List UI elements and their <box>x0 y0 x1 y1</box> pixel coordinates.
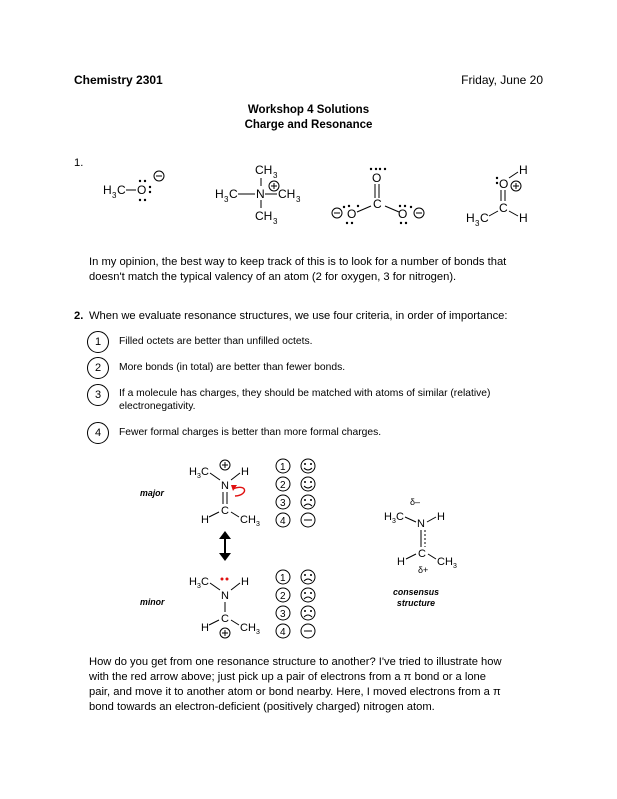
q1-structures <box>95 158 555 228</box>
score-number: 1 <box>280 462 286 473</box>
criterion-number: 1 <box>87 331 109 353</box>
consensus-label-2: structure <box>396 598 436 608</box>
q1-number: 1. <box>74 157 84 169</box>
svg-text:3: 3 <box>453 563 457 570</box>
svg-text:O: O <box>499 177 509 191</box>
svg-text:H: H <box>519 211 528 225</box>
date: Friday, June 20 <box>461 73 543 87</box>
svg-text:H: H <box>189 466 197 478</box>
svg-text:H: H <box>241 576 249 588</box>
score-number: 2 <box>280 591 286 602</box>
score-number: 1 <box>280 573 286 584</box>
svg-text:C: C <box>229 187 238 201</box>
svg-text:H: H <box>215 187 224 201</box>
criterion-text: Filled octets are better than unfilled octets. <box>119 336 313 347</box>
svg-text:O: O <box>137 183 147 197</box>
svg-text:O: O <box>398 207 408 221</box>
svg-text:C: C <box>373 197 382 211</box>
consensus-structure <box>380 495 460 575</box>
svg-text:3: 3 <box>197 583 201 590</box>
svg-text:3: 3 <box>224 195 229 204</box>
q1-explanation-line2: doesn't match the typical valency of an atom (2 for oxygen, 3 for nitrogen). <box>89 271 457 283</box>
svg-text:N: N <box>417 518 425 530</box>
criterion-text: More bonds (in total) are better than fewer bonds. <box>119 362 346 373</box>
svg-text:CH: CH <box>240 622 256 634</box>
major-scores <box>276 459 315 527</box>
svg-text:H: H <box>241 466 249 478</box>
criterion-number: 4 <box>87 422 109 444</box>
svg-text:C: C <box>499 201 508 215</box>
final-line4: bond towards an electron-deficient (positively charged) nitrogen atom. <box>89 701 435 713</box>
svg-text:H: H <box>437 511 445 523</box>
svg-text:3: 3 <box>273 171 278 180</box>
svg-text:CH: CH <box>240 514 256 526</box>
svg-text:δ+: δ+ <box>418 565 429 575</box>
svg-text:3: 3 <box>256 629 260 636</box>
criterion-text: Fewer formal charges is better than more formal charges. <box>119 427 382 438</box>
minor-scores <box>276 570 315 638</box>
svg-text:C: C <box>480 211 489 225</box>
workshop-title: Workshop 4 Solutions <box>247 104 370 116</box>
minor-label: minor <box>140 597 165 607</box>
svg-text:N: N <box>221 480 229 492</box>
q2-number: 2. <box>74 310 84 322</box>
course-title: Chemistry 2301 <box>74 73 163 87</box>
svg-text:3: 3 <box>296 195 301 204</box>
svg-text:H: H <box>201 514 209 526</box>
major-label: major <box>140 488 164 498</box>
methoxide-structure <box>103 171 164 201</box>
score-number: 2 <box>280 480 286 491</box>
svg-text:H: H <box>201 622 209 634</box>
svg-text:δ–: δ– <box>410 497 421 507</box>
criterion-number: 3 <box>87 384 109 406</box>
svg-text:C: C <box>201 576 209 588</box>
score-number: 3 <box>280 498 286 509</box>
svg-text:C: C <box>117 183 126 197</box>
score-columns <box>270 455 330 645</box>
resonance-arrow <box>219 531 231 561</box>
svg-text:3: 3 <box>197 473 201 480</box>
svg-text:H: H <box>397 556 405 568</box>
svg-text:H: H <box>103 183 112 197</box>
criterion-number: 2 <box>87 357 109 379</box>
svg-text:C: C <box>418 548 426 560</box>
protonated-aldehyde-structure <box>466 163 528 228</box>
svg-text:3: 3 <box>256 521 260 528</box>
svg-text:CH: CH <box>255 163 273 177</box>
q1-explanation-line1: In my opinion, the best way to keep track of this is to look for a number of bonds that <box>89 256 507 268</box>
final-line2: with the red arrow above; just pick up a pair of electrons from a π bond or a lone <box>89 671 487 683</box>
svg-text:O: O <box>372 171 382 185</box>
svg-text:C: C <box>221 613 229 625</box>
svg-text:3: 3 <box>273 217 278 226</box>
svg-text:C: C <box>201 466 209 478</box>
svg-text:CH: CH <box>278 187 296 201</box>
svg-text:H: H <box>189 576 197 588</box>
criterion-text: If a molecule has charges, they should be matched with atoms of similar (relative) <box>119 388 491 399</box>
score-number: 4 <box>280 627 286 638</box>
final-line1: How do you get from one resonance structure to another? I've tried to illustrate how <box>89 656 502 668</box>
score-number: 4 <box>280 516 286 527</box>
svg-text:N: N <box>221 590 229 602</box>
final-line3: pair, and move it to another atom or bond nearby. Here, I moved electrons from a π <box>89 686 501 698</box>
major-structure <box>189 460 260 528</box>
svg-text:CH: CH <box>255 209 273 223</box>
svg-text:H: H <box>384 511 392 523</box>
svg-text:H: H <box>466 211 475 225</box>
svg-text:3: 3 <box>112 191 117 200</box>
score-number: 3 <box>280 609 286 620</box>
workshop-subtitle: Charge and Resonance <box>244 119 373 131</box>
svg-text:3: 3 <box>475 219 480 228</box>
svg-text:O: O <box>347 207 357 221</box>
svg-text:CH: CH <box>437 556 453 568</box>
svg-text:C: C <box>396 511 404 523</box>
carbonate-structure <box>332 168 424 224</box>
svg-text:H: H <box>519 163 528 177</box>
minor-structure <box>189 576 260 638</box>
criterion-text-cont: electronegativity. <box>119 401 196 412</box>
tetramethylammonium-structure <box>215 163 301 226</box>
svg-text:N: N <box>256 187 265 201</box>
svg-text:C: C <box>221 505 229 517</box>
consensus-label-1: consensus <box>393 587 439 597</box>
q2-intro: When we evaluate resonance structures, we use four criteria, in order of importance: <box>89 310 508 322</box>
svg-text:3: 3 <box>392 518 396 525</box>
